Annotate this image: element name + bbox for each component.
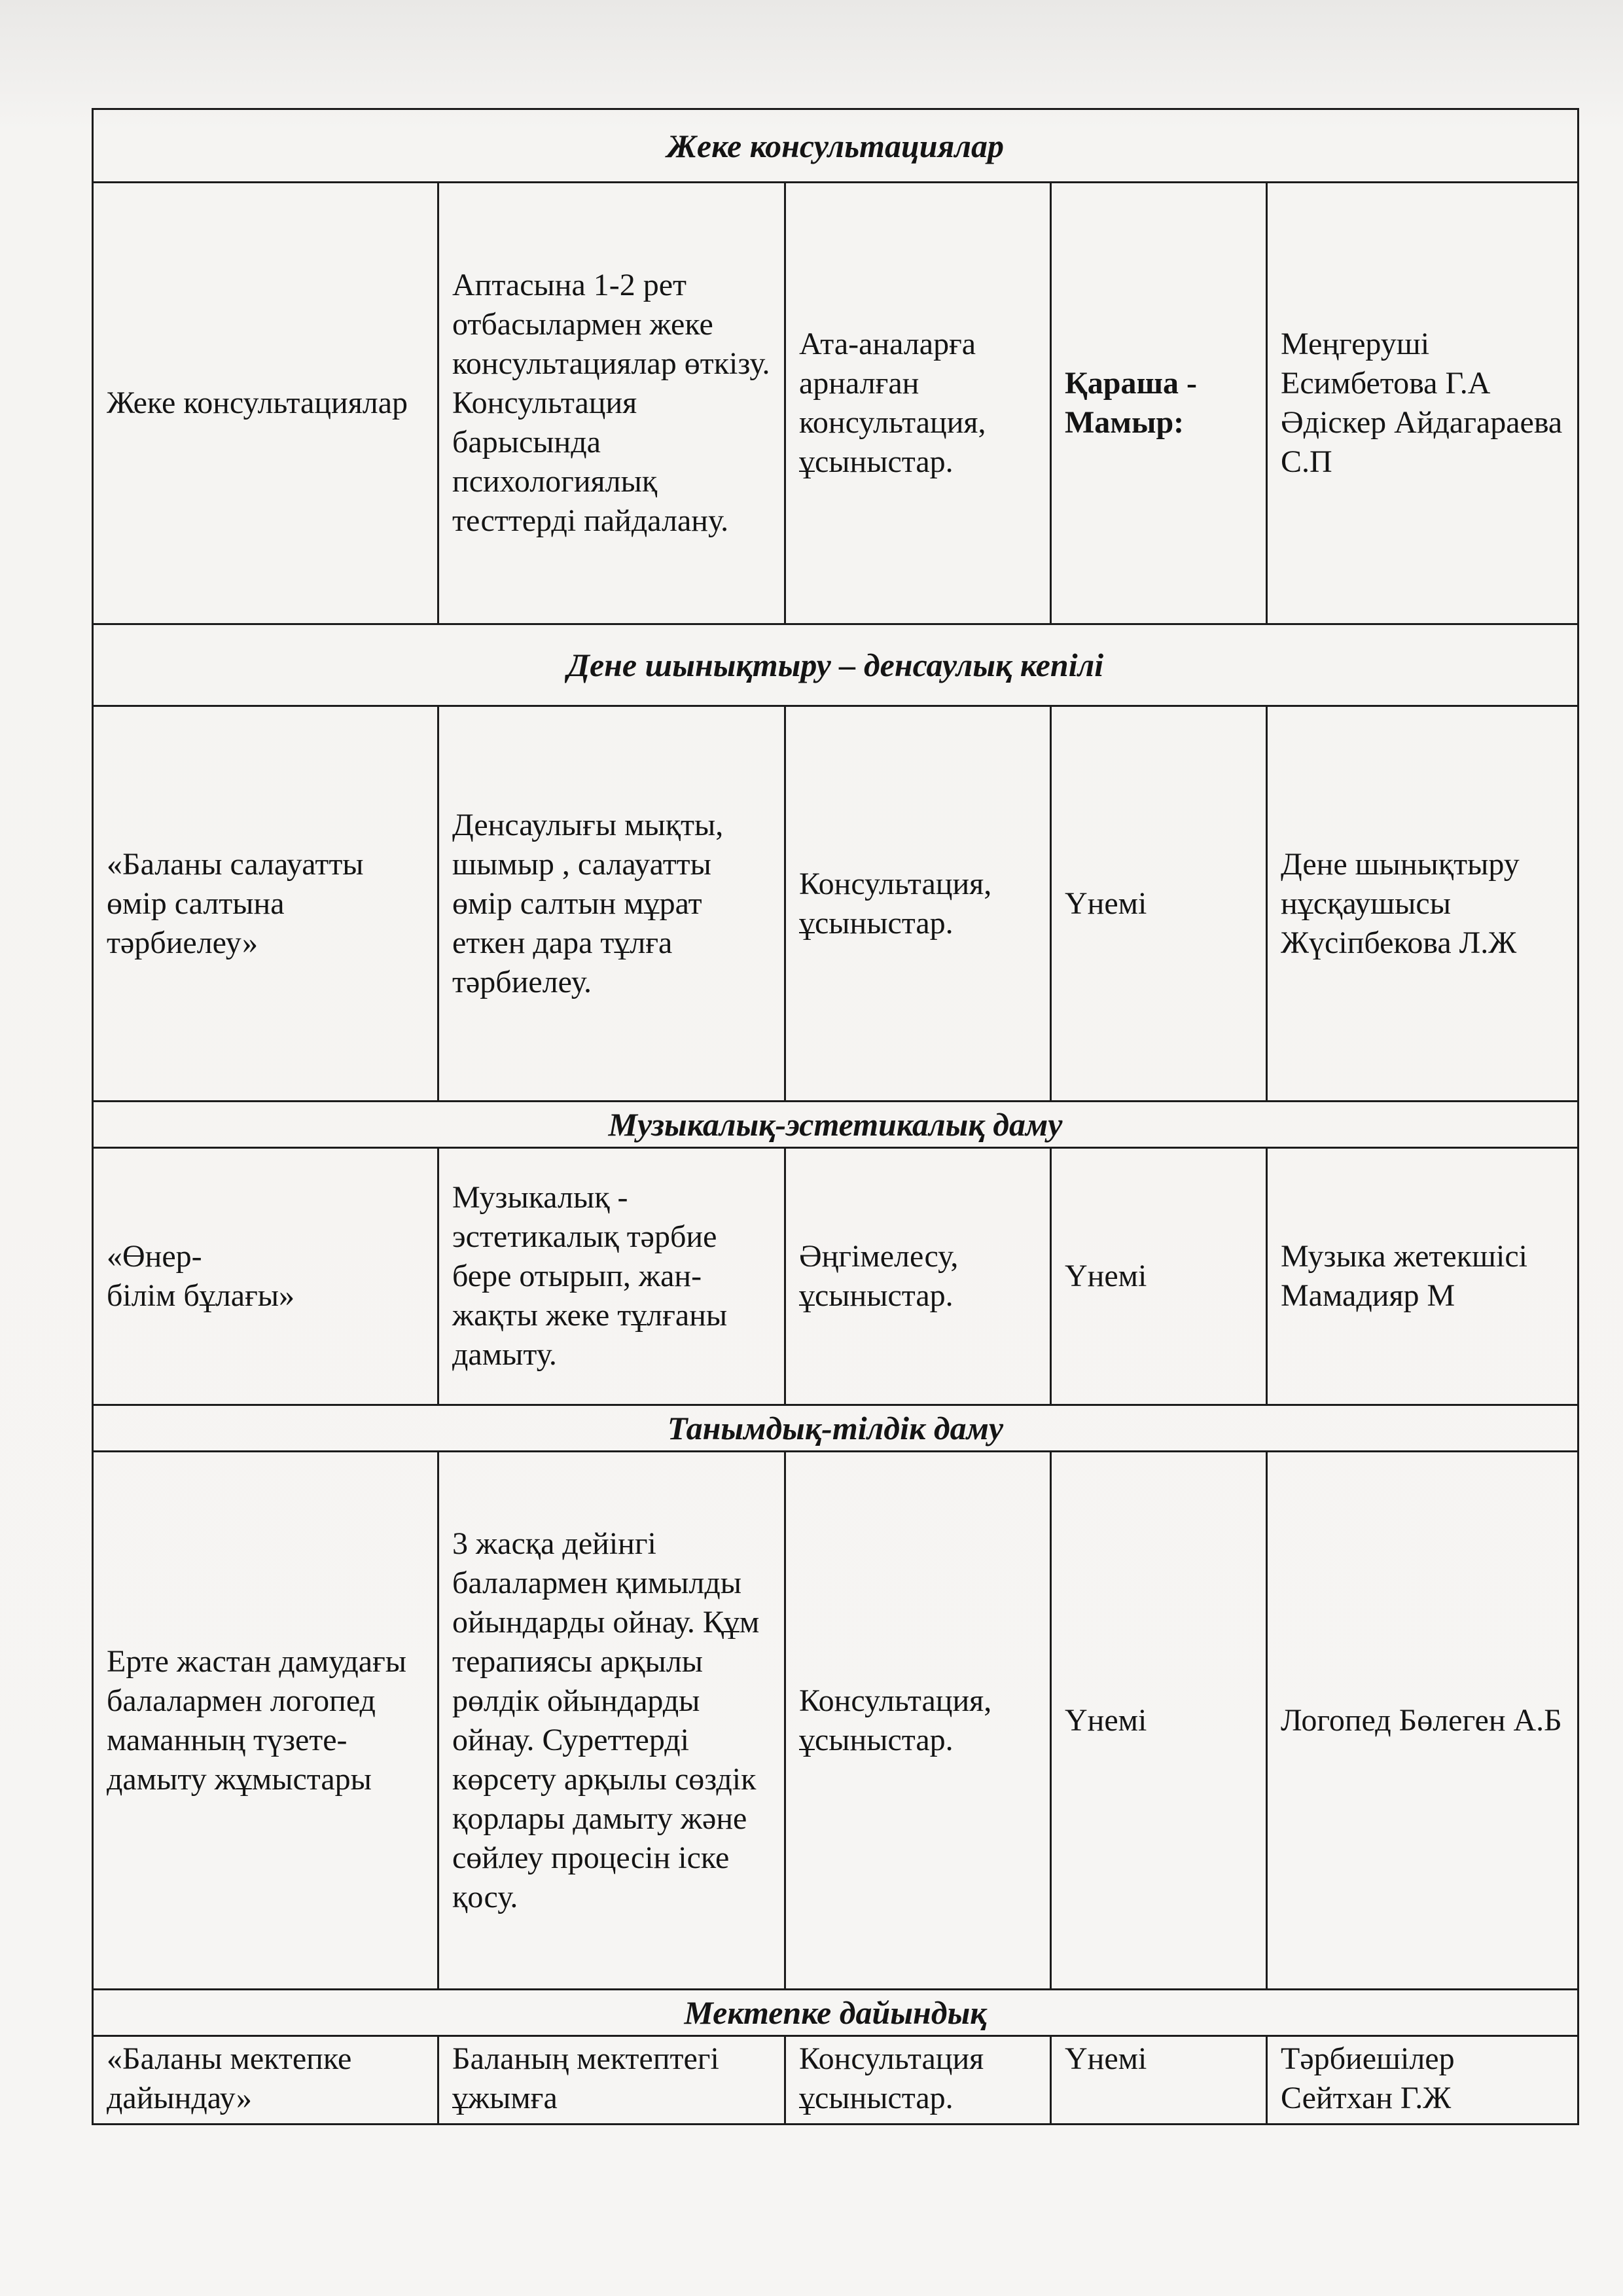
table-row (93, 1452, 1578, 1990)
section-title: Музыкалық-эстетикалық даму (93, 1102, 1578, 1148)
content-cell: 3 жасқа дейінгі балалармен қимылды ойындарды ойнау. Құм терапиясы арқылы рөлдік ойындарды ойнау. Суреттерді көрсету арқылы сөздік қорлары дамыту және сөйлеу процесін іске қосу. (438, 1452, 785, 1990)
work-plan-table (92, 108, 1579, 2125)
table-row (93, 1148, 1578, 1405)
form-cell: Консультация, ұсыныстар. (785, 1452, 1051, 1990)
content-cell: Музыкалық - эстетикалық тәрбие бере отырып, жан-жақты жеке тұлғаны дамыту. (438, 1148, 785, 1405)
time-cell: Үнемі (1051, 2036, 1267, 2125)
time-cell: Үнемі (1051, 1148, 1267, 1405)
topic-cell: «Өнер- білім бұлағы» (93, 1148, 438, 1405)
section-header-row (93, 1990, 1578, 2036)
topic-cell: «Баланы салауатты өмір салтына тәрбиелеу» (93, 706, 438, 1102)
form-cell: Консультация ұсыныстар. (785, 2036, 1051, 2125)
section-title: Дене шынықтыру – денсаулық кепілі (93, 624, 1578, 706)
time-cell: Үнемі (1051, 706, 1267, 1102)
form-cell: Консультация, ұсыныстар. (785, 706, 1051, 1102)
table-row (93, 706, 1578, 1102)
time-cell: Үнемі (1051, 1452, 1267, 1990)
section-title: Жеке консультациялар (93, 109, 1578, 183)
responsible-cell: Тәрбиешілер Сейтхан Г.Ж (1267, 2036, 1578, 2125)
topic-cell: Жеке консультациялар (93, 183, 438, 624)
section-header-row (93, 1102, 1578, 1148)
content-cell: Денсаулығы мықты, шымыр , салауатты өмір салтын мұрат еткен дара тұлға тәрбиелеу. (438, 706, 785, 1102)
section-title: Мектепке дайындық (93, 1990, 1578, 2036)
topic-cell: Ерте жастан дамудағы балалармен логопед маманның түзете-дамыту жұмыстары (93, 1452, 438, 1990)
responsible-cell: Дене шынықтыру нұсқаушысы Жүсіпбекова Л.Ж (1267, 706, 1578, 1102)
content-cell: Аптасына 1-2 рет отбасылармен жеке консультациялар өткізу. Консультация барысында психологиялық тесттерді пайдалану. (438, 183, 785, 624)
form-cell: Ата-аналарға арналған консультация, ұсыныстар. (785, 183, 1051, 624)
form-cell: Әңгімелесу, ұсыныстар. (785, 1148, 1051, 1405)
table-row (93, 2036, 1578, 2125)
responsible-cell: Музыка жетекшісі Мамадияр М (1267, 1148, 1578, 1405)
section-title: Танымдық-тілдік даму (93, 1405, 1578, 1452)
section-header-row (93, 109, 1578, 183)
responsible-cell: Логопед Бөлеген А.Б (1267, 1452, 1578, 1990)
content-cell: Баланың мектептегі ұжымға (438, 2036, 785, 2125)
section-header-row (93, 1405, 1578, 1452)
section-header-row (93, 624, 1578, 706)
topic-cell: «Баланы мектепке дайындау» (93, 2036, 438, 2125)
time-cell: Қараша - Мамыр: (1051, 183, 1267, 624)
table-row (93, 183, 1578, 624)
responsible-cell: Меңгеруші Есимбетова Г.А Әдіскер Айдагараева С.П (1267, 183, 1578, 624)
